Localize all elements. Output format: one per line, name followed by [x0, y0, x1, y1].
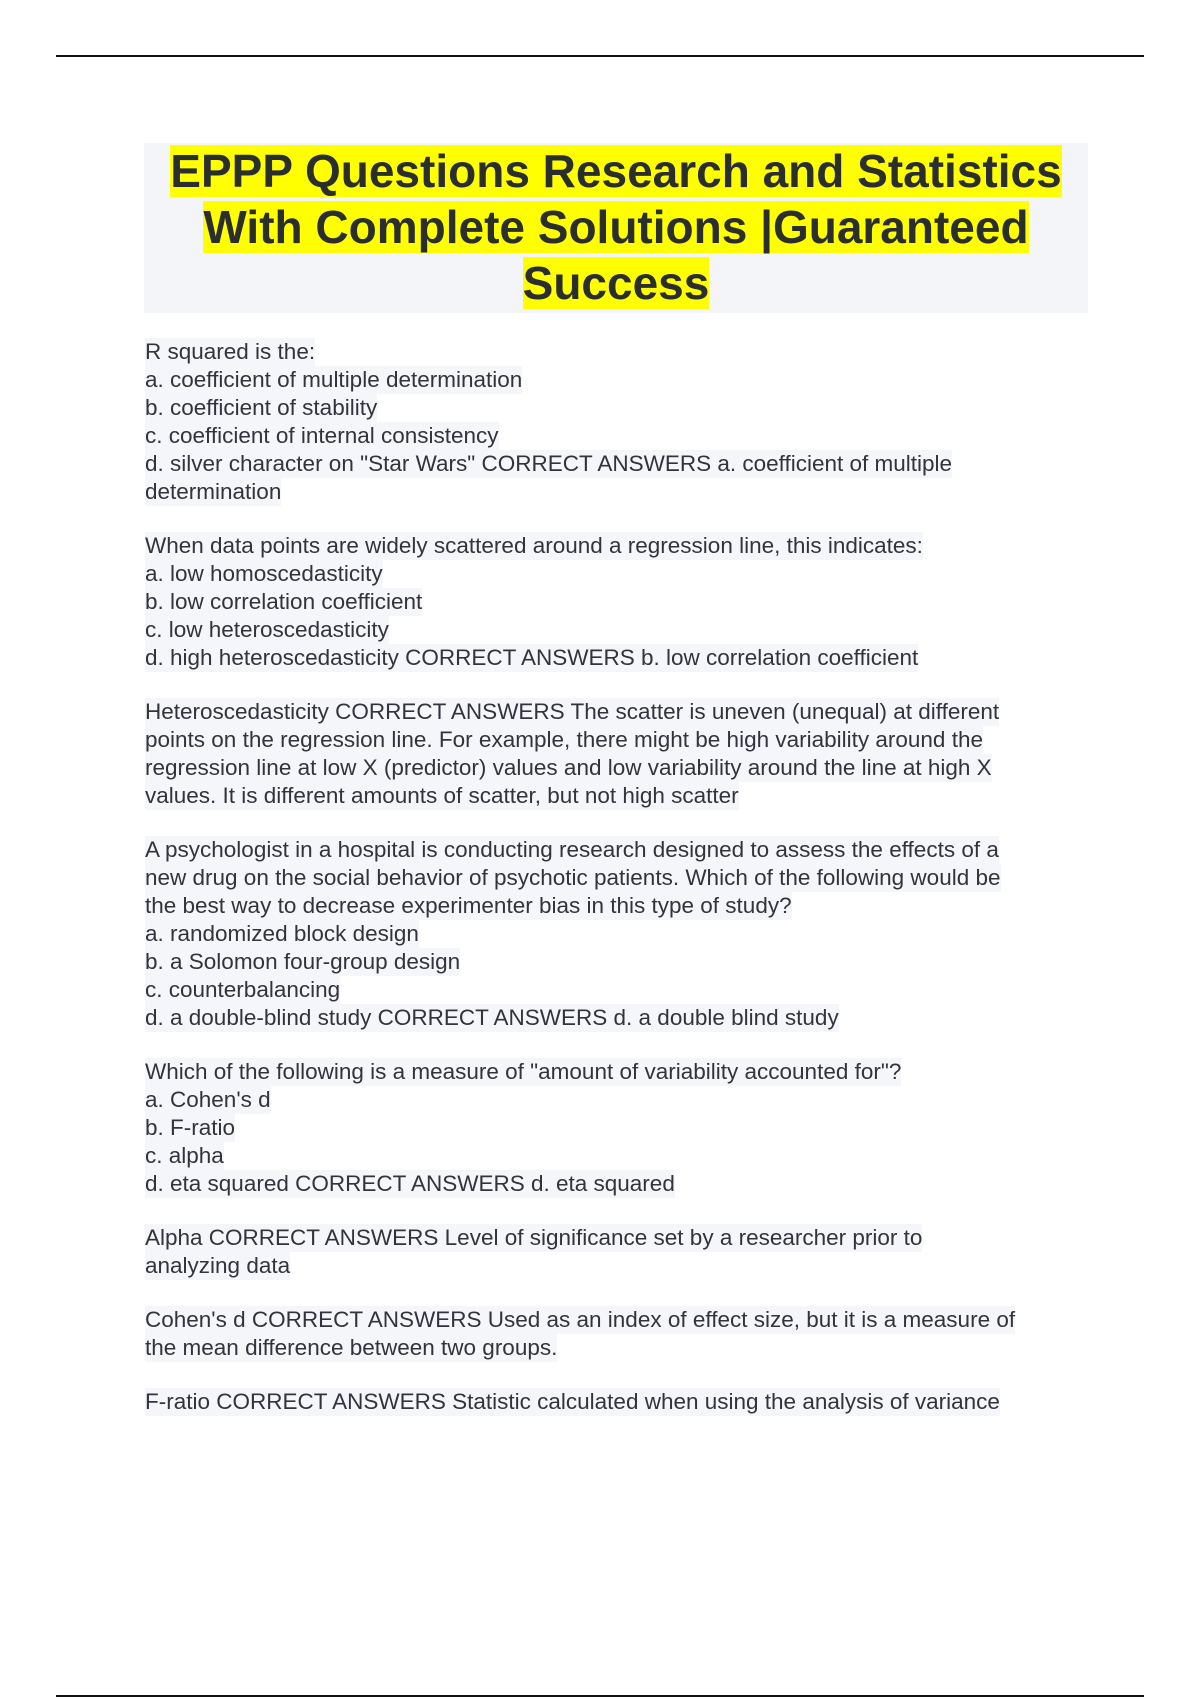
text-line: b. low correlation coefficient	[145, 589, 423, 614]
qa-block	[145, 1058, 1090, 1198]
text-line: c. alpha	[145, 1143, 224, 1168]
text-line: the best way to decrease experimenter bias in this type of study?	[145, 893, 792, 918]
text-line: c. low heteroscedasticity	[145, 617, 389, 642]
qa-block	[145, 338, 1090, 506]
text-line: b. F-ratio	[145, 1115, 236, 1140]
text-line: the mean difference between two groups.	[145, 1335, 558, 1360]
title-box	[144, 143, 1088, 313]
text-line: a. Cohen's d	[145, 1087, 271, 1112]
text-line: R squared is the:	[145, 339, 316, 364]
text-line: regression line at low X (predictor) values and low variability around the line at high X	[145, 755, 992, 780]
top-rule	[56, 55, 1144, 57]
text-line: new drug on the social behavior of psychotic patients. Which of the following would be	[145, 865, 1001, 890]
text-line: F-ratio CORRECT ANSWERS Statistic calculated when using the analysis of variance	[145, 1389, 1000, 1414]
text-line: c. counterbalancing	[145, 977, 341, 1002]
text-line: analyzing data	[145, 1253, 291, 1278]
title-highlight: EPPP Questions Research and Statistics With Complete Solutions |Guaranteed Success	[170, 145, 1062, 309]
text-line: points on the regression line. For example, there might be high variability around the	[145, 727, 983, 752]
qa-block	[145, 698, 1090, 810]
qa-block	[145, 1388, 1090, 1416]
text-line: d. a double-blind study CORRECT ANSWERS d. a double blind study	[145, 1005, 839, 1030]
text-line: Cohen's d CORRECT ANSWERS Used as an index of effect size, but it is a measure of	[145, 1307, 1016, 1332]
text-line: a. randomized block design	[145, 921, 419, 946]
text-line: Heteroscedasticity CORRECT ANSWERS The scatter is uneven (unequal) at different	[145, 699, 1000, 724]
text-line: b. coefficient of stability	[145, 395, 378, 420]
text-line: a. low homoscedasticity	[145, 561, 383, 586]
qa-block	[145, 1306, 1090, 1362]
text-line: c. coefficient of internal consistency	[145, 423, 499, 448]
text-line: b. a Solomon four-group design	[145, 949, 461, 974]
text-line: determination	[145, 479, 282, 504]
text-line: A psychologist in a hospital is conducting research designed to assess the effects of a	[145, 837, 999, 862]
text-line: d. eta squared CORRECT ANSWERS d. eta squared	[145, 1171, 675, 1196]
bottom-rule	[56, 1695, 1144, 1697]
text-line: values. It is different amounts of scatter, but not high scatter	[145, 783, 739, 808]
text-line: a. coefficient of multiple determination	[145, 367, 523, 392]
qa-block	[145, 836, 1090, 1032]
text-line: When data points are widely scattered around a regression line, this indicates:	[145, 533, 923, 558]
text-line: Alpha CORRECT ANSWERS Level of significance set by a researcher prior to	[145, 1225, 923, 1250]
page-title	[144, 143, 1088, 311]
qa-block	[145, 532, 1090, 672]
text-line: d. silver character on "Star Wars" CORRECT ANSWERS a. coefficient of multiple	[145, 451, 953, 476]
document-body	[145, 338, 1090, 1442]
qa-block	[145, 1224, 1090, 1280]
text-line: d. high heteroscedasticity CORRECT ANSWERS b. low correlation coefficient	[145, 645, 919, 670]
text-line: Which of the following is a measure of "amount of variability accounted for"?	[145, 1059, 902, 1084]
